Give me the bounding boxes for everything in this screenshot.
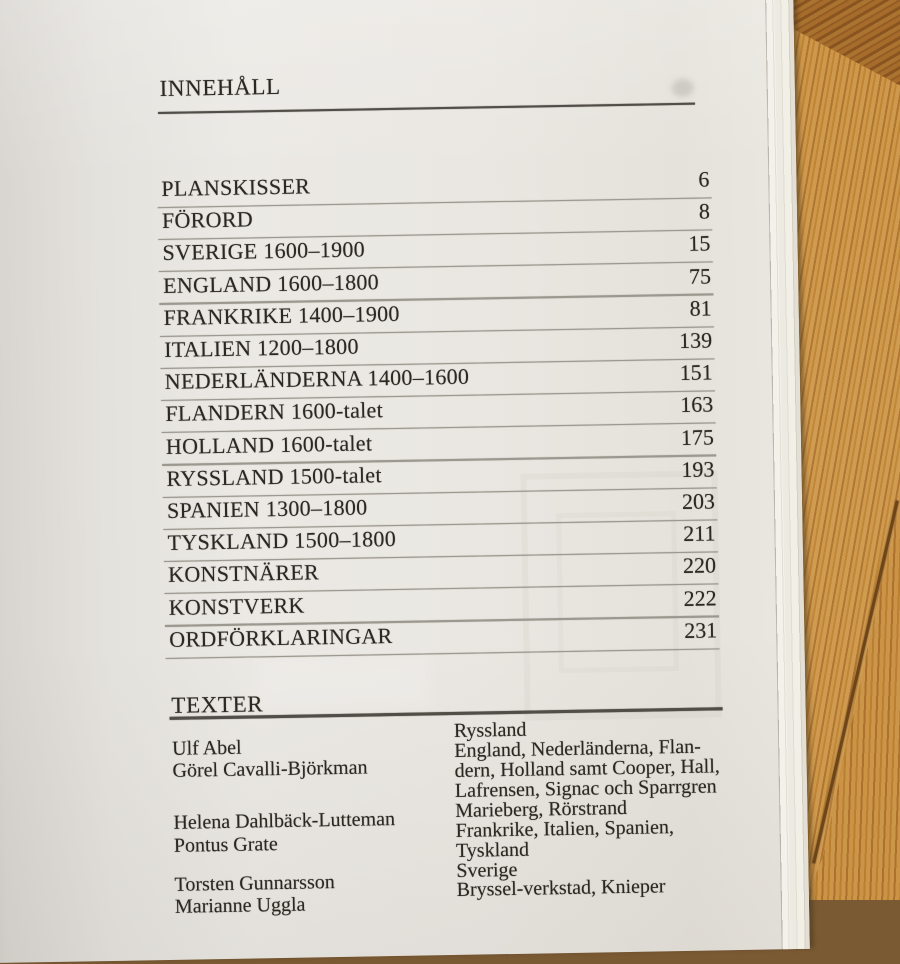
page-showthrough — [259, 655, 430, 708]
contents-heading-rule — [158, 103, 695, 114]
toc-entry-page: 151 — [679, 359, 713, 386]
toc-entry-label: SVERIGE 1600–1900 — [162, 236, 366, 266]
author-name: Helena Dahlbäck-Lutteman — [173, 808, 396, 834]
toc-entry-label: FLANDERN 1600-talet — [165, 397, 384, 427]
author-subjects-line: England, Nederländerna, Flan- — [454, 735, 701, 762]
toc-entry-page: 75 — [688, 263, 712, 289]
author-name: Pontus Grate — [173, 833, 278, 857]
toc-entry-label: ENGLAND 1600–1800 — [162, 268, 380, 298]
toc-entry-label: ORDFÖRKLARINGAR — [169, 622, 393, 652]
toc-entry-label: FÖRORD — [161, 206, 254, 234]
author-subjects-line: Tyskland — [455, 838, 530, 862]
author-subjects-line: Lafrensen, Signac och Sparrgren — [454, 775, 717, 802]
toc-entry-page: 193 — [681, 456, 715, 482]
toc-entry-label: KONSTNÄRER — [167, 559, 320, 588]
author-name: Torsten Gunnarsson — [174, 871, 335, 896]
author-subjects-line: Ryssland — [453, 718, 527, 742]
toc-entry-page: 220 — [682, 552, 717, 579]
texts-heading: TEXTER — [171, 691, 264, 718]
toc-entry-label: RYSSLAND 1500-talet — [166, 461, 382, 491]
toc-entry-page: 81 — [689, 295, 712, 321]
author-name: Ulf Abel — [171, 736, 242, 760]
author-subjects-line: Frankrike, Italien, Spanien, — [455, 816, 675, 842]
toc-entry-page: 8 — [698, 198, 711, 224]
toc-entry-page: 222 — [683, 584, 717, 611]
toc-entry-page: 139 — [678, 327, 713, 353]
toc-entry-label: ITALIEN 1200–1800 — [163, 333, 359, 362]
toc-entry-label: FRANKRIKE 1400–1900 — [163, 300, 400, 330]
ink-smudge — [672, 79, 694, 97]
toc-entry-label: TYSKLAND 1500–1800 — [167, 526, 397, 556]
toc-entry-label: HOLLAND 1600-talet — [165, 429, 373, 459]
toc-entry-page: 231 — [683, 617, 718, 643]
toc-entry-label: SPANIEN 1300–1800 — [166, 494, 368, 523]
toc-entry-label: NEDERLÄNDERNA 1400–1600 — [164, 363, 470, 395]
toc-entry-page: 203 — [681, 488, 716, 514]
author-subjects-line: Sverige — [456, 858, 518, 882]
toc-entry-page: 6 — [698, 166, 710, 192]
contents-heading: INNEHÅLL — [159, 73, 281, 102]
author-subjects-line: dern, Holland samt Cooper, Hall, — [454, 755, 721, 782]
author-name: Görel Cavalli-Björkman — [172, 756, 368, 782]
toc-entry-page: 15 — [688, 230, 711, 257]
toc-entry-page: 211 — [683, 520, 716, 547]
author-name: Marianne Uggla — [174, 893, 306, 918]
toc-entry-label: KONSTVERK — [168, 592, 305, 620]
author-subjects-line: Bryssel-verkstad, Knieper — [456, 875, 666, 901]
author-subjects-line: Marieberg, Rörstrand — [455, 796, 628, 822]
toc-entry-label: PLANSKISSER — [161, 173, 311, 201]
toc-entry-page: 175 — [680, 423, 715, 450]
toc-entry-page: 163 — [680, 391, 714, 418]
